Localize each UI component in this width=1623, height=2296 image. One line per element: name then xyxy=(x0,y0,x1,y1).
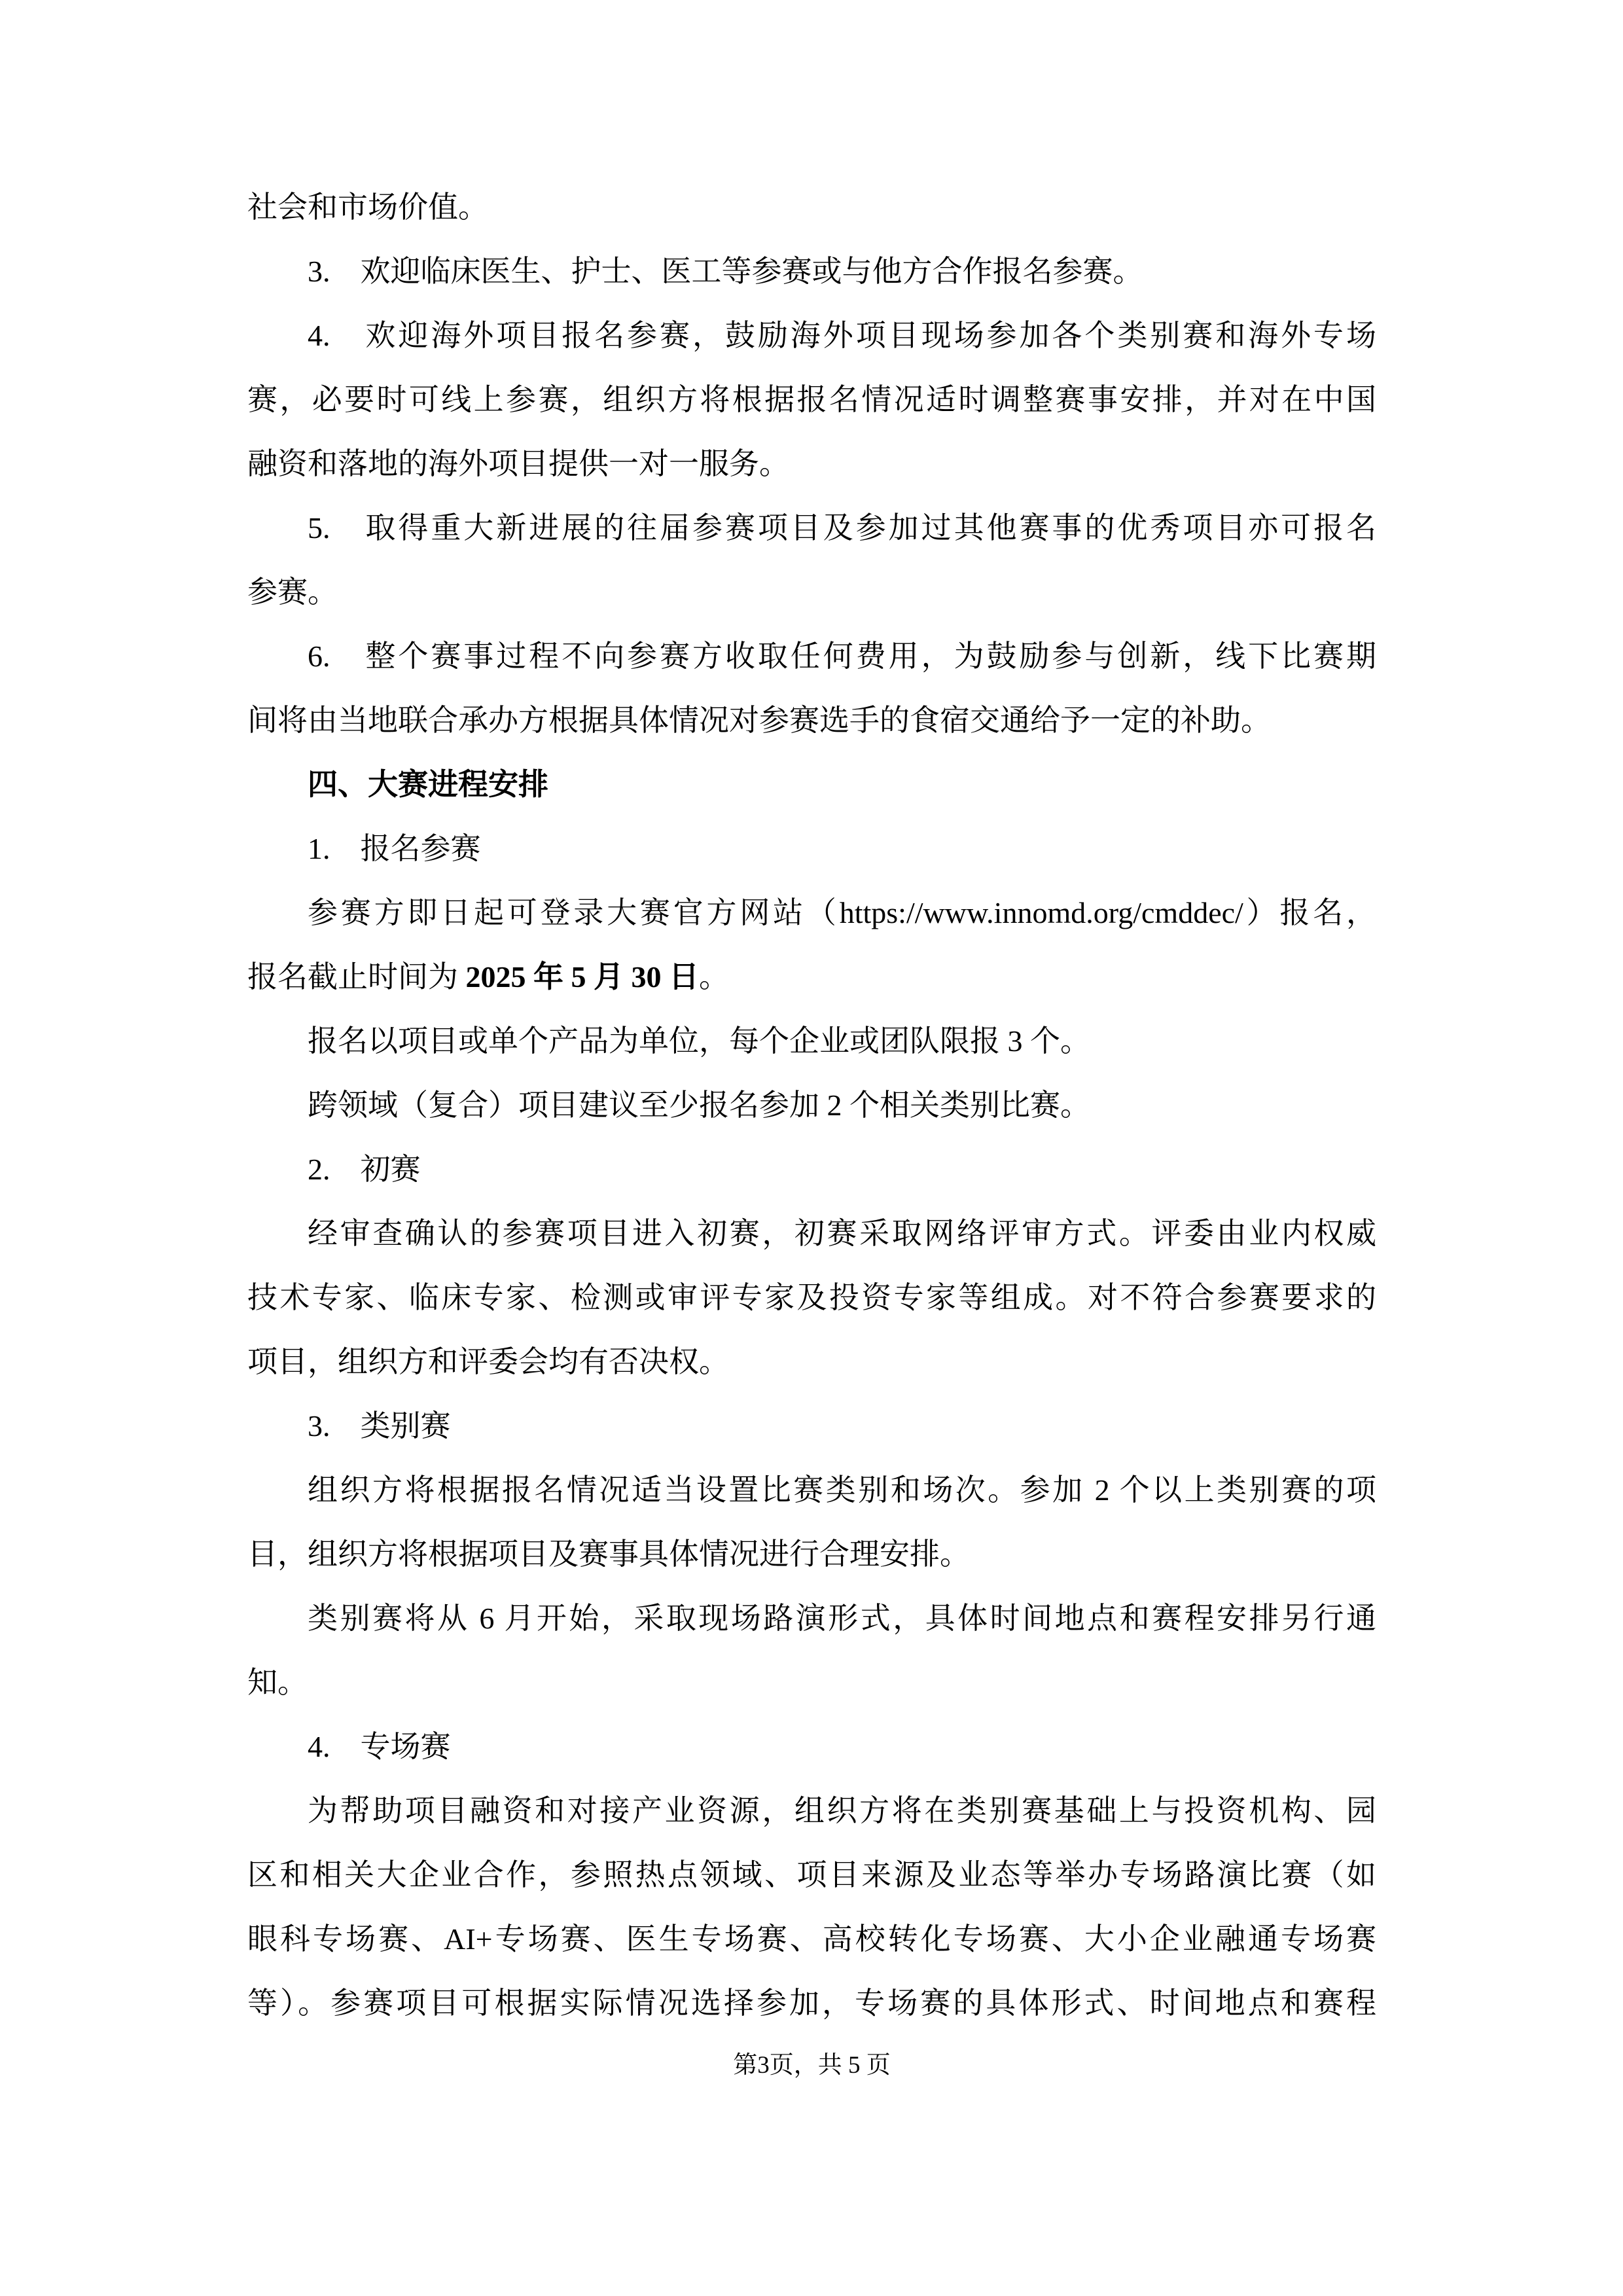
text-line: 组织方将根据报名情况适当设置比赛类别和场次。参加 2 个以上类别赛的项 xyxy=(308,1473,1376,1507)
text-line: 技术专家、临床专家、检测或审评专家及投资专家等组成。对不符合参赛要求的 xyxy=(247,1281,1376,1314)
list-item: 4. 欢迎海外项目报名参赛，鼓励海外项目现场参加各个类别赛和海外专场 xyxy=(308,319,1376,352)
list-item: 6. 整个赛事过程不向参赛方收取任何费用，为鼓励参与创新，线下比赛期 xyxy=(308,639,1376,673)
text-line: 等）。参赛项目可根据实际情况选择参加，专场赛的具体形式、时间地点和赛程 xyxy=(247,1986,1376,2020)
text-line: 项目，组织方和评委会均有否决权。 xyxy=(247,1345,729,1378)
deadline-suffix: 。 xyxy=(699,960,729,994)
text-line: 参赛。 xyxy=(247,575,338,609)
text-line: 跨领域（复合）项目建议至少报名参加 2 个相关类别比赛。 xyxy=(308,1088,1090,1122)
list-item: 4. 专场赛 xyxy=(308,1730,451,1763)
text-line: 为帮助项目融资和对接产业资源，组织方将在类别赛基础上与投资机构、园 xyxy=(308,1794,1376,1827)
text-line: 报名以项目或单个产品为单位，每个企业或团队限报 3 个。 xyxy=(308,1024,1090,1058)
list-item: 2. 初赛 xyxy=(308,1153,421,1186)
text-line: 知。 xyxy=(247,1666,308,1699)
text-line: 参赛方即日起可登录大赛官方网站（https://www.innomd.org/cmddec/）报名， xyxy=(308,896,1376,929)
list-item: 5. 取得重大新进展的往届参赛项目及参加过其他赛事的优秀项目亦可报名 xyxy=(308,511,1376,545)
list-item: 3. 类别赛 xyxy=(308,1409,451,1443)
document-body xyxy=(247,175,1376,2036)
text-line: 目，组织方将根据项目及赛事具体情况进行合理安排。 xyxy=(247,1537,970,1571)
text-line: 社会和市场价值。 xyxy=(247,190,488,224)
text-line: 经审查确认的参赛项目进入初赛，初赛采取网络评审方式。评委由业内权威 xyxy=(308,1217,1376,1250)
text-line: 间将由当地联合承办方根据具体情况对参赛选手的食宿交通给予一定的补助。 xyxy=(247,704,1271,737)
text-line: 眼科专场赛、AI+专场赛、医生专场赛、高校转化专场赛、大小企业融通专场赛 xyxy=(247,1922,1376,1956)
list-item: 3. 欢迎临床医生、护士、医工等参赛或与他方合作报名参赛。 xyxy=(308,255,1143,288)
page-number: 第3页，共 5 页 xyxy=(733,2052,891,2079)
text-line: 赛，必要时可线上参赛，组织方将根据报名情况适时调整赛事安排，并对在中国 xyxy=(247,383,1376,416)
text-line: 融资和落地的海外项目提供一对一服务。 xyxy=(247,447,789,480)
section-heading: 四、大赛进程安排 xyxy=(308,768,548,801)
list-item: 1. 报名参赛 xyxy=(308,832,481,865)
deadline-date: 2025 年 5 月 30 日 xyxy=(465,960,699,994)
text-line xyxy=(247,945,1376,1009)
text-line: 类别赛将从 6 月开始，采取现场路演形式，具体时间地点和赛程安排另行通 xyxy=(308,1602,1376,1635)
text-line: 区和相关大企业合作，参照热点领域、项目来源及业态等举办专场路演比赛（如 xyxy=(247,1858,1376,1892)
deadline-prefix: 报名截止时间为 xyxy=(247,960,466,994)
